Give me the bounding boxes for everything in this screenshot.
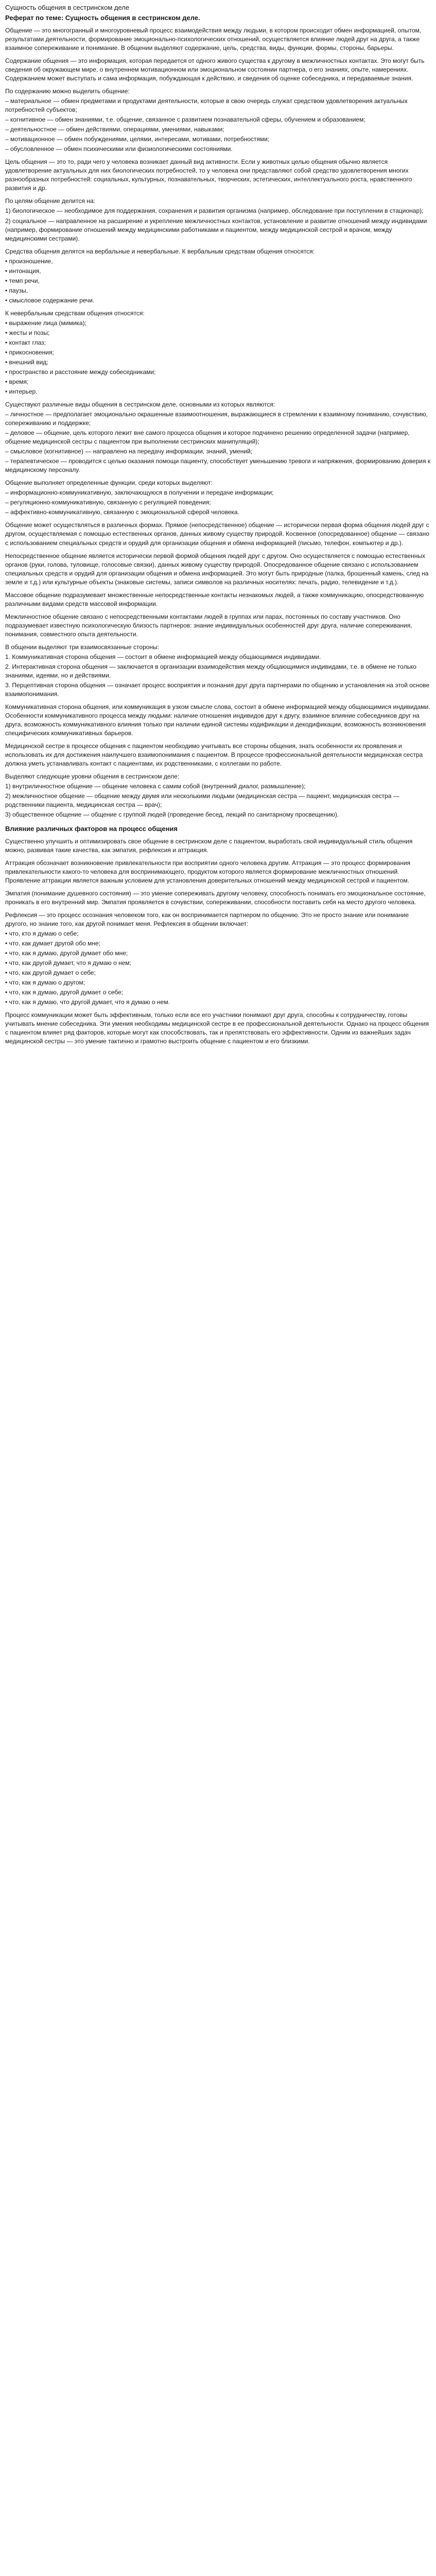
barriers-heading: Влияние различных факторов на процесс общения — [5, 825, 178, 833]
nonverbal-list — [5, 319, 431, 396]
direct-paragraph: Непосредственное общение является исторически первой формой общения людей друг с другом. Оно осуществляется с помощью естественных органов (руки, голова, туловище, голосовые связки), данных живому существу природой. Опосредованное общение связано с использованием специальных средств и орудий для организации общения и обмена информацией. Это могут быть природные (палка, брошенный камень, след на земле и т.д.) или культурные объекты (знаковые системы, записи символов на различных носителях: печать, радио, телевидение и т.д.). — [5, 552, 429, 586]
functions-list — [5, 488, 431, 517]
mass-paragraph: Массовое общение подразумевает множественные непосредственные контакты незнакомых людей, а также коммуникацию, опосредствованную различными видами средств массовой информации. — [5, 591, 424, 607]
attraction-paragraph: Аттракция обозначает возникновение привлекательности при восприятии одного человека другим. Аттракция — это процесс формирования привлекательности какого-то человека для воспринимающего, продуктом которого является формирование межличностных отношений. Проявление аттракции является важным условием для установления доверительных отношений между медицинской сестрой и пациентом. — [5, 859, 411, 884]
levels-intro: Выделяют следующие уровни общения в сестринском деле: — [5, 773, 180, 781]
list-item: • время; — [5, 378, 29, 385]
list-item: – аффективно-коммуникативную, связанную с эмоциональной сферой человека. — [5, 509, 239, 516]
list-item: – мотивационное — обмен побуждениями, целями, интересами, мотивами, потребностями; — [5, 135, 270, 143]
list-item: • что, как другой думает, что я думаю о нем; — [5, 959, 131, 967]
list-item: – деловое — общение, цель которого лежит вне самого процесса общения и которое подчинено решению определенной задачи (например, общение медицинской сестры с пациентом при выполнении сестринских манипуляций); — [5, 429, 410, 446]
content-paragraph: Содержание общения — это информация, которая передается от одного живого существа к другому в межличностных контактах. Это могут быть сведения об окружающем мире, о внутреннем мотивационном или эмоциональном состоянии партнера, о его знаниях, опыте, намерениях. Содержанием может выступать и сама информация, побуждающая к действию, и сведения об оценке собеседника, и передаваемые знания. — [5, 57, 425, 82]
nonverbal-intro: К невербальным средствам общения относятся: — [5, 309, 145, 317]
goals-list — [5, 207, 431, 243]
goal-intro: По содержанию можно выделить общение: — [5, 88, 130, 95]
list-item: 2. Интерактивная сторона общения — заключается в организации взаимодействия между общающимися индивидами, т.е. в обмене не только знаниями, идеями, но и действиями. — [5, 663, 416, 679]
levels-list — [5, 782, 431, 819]
list-item: • произношение, — [5, 257, 53, 265]
list-item: • контакт глаз; — [5, 338, 46, 346]
types-intro: Существуют различные виды общения в сестринском деле, основными из которых являются: — [5, 401, 275, 409]
list-item: 2) межличностное общение — общение между двумя или несколькими людьми (медицинская сестра — пациент, медицинская сестра — родственники пациента, медицинская сестра — врач); — [5, 792, 399, 809]
list-item: • жесты и позы; — [5, 329, 50, 336]
list-item: • что, как я думаю, другой думает обо мне; — [5, 950, 128, 957]
list-item: • смысловое содержание речи. — [5, 296, 95, 304]
document-page — [0, 0, 436, 1056]
reflection-list — [5, 929, 431, 1007]
interpersonal-paragraph: Межличностное общение связано с непосредственными контактами людей в группах или парах, постоянных по составу участников. Оно подразумевает известную психологическую близость партнеров: знание индивидуальных особенностей друг друга, наличие сопереживания, понимания, совместного опыта деятельности. — [5, 613, 412, 638]
forms-paragraph: Общение может осуществляться в различных формах. Прямое (непосредственное) общение — исторически первая форма общения людей друг с другом, осуществляемая с помощью естественных органов, данных живому существу природой. Косвенное (опосредованное) общение — связано с использованием специальных средств и орудий для организации общения и обмена информацией (письмо, телефон, компьютер и др.). — [5, 521, 429, 547]
barriers-intro: Существенно улучшить и оптимизировать свое общение в сестринском деле с пациентом, выработать свой индивидуальный стиль общения можно, развивая такие качества, как эмпатия, рефлексия и аттракция. — [5, 837, 413, 854]
list-item: • что, как я думаю, что другой думает, что я думаю о нем. — [5, 998, 170, 1006]
list-item: – регуляционно-коммуникативную, связанную с регуляцией поведения; — [5, 499, 211, 506]
list-item: • что, как думает другой обо мне; — [5, 940, 100, 947]
list-item: – когнитивное — обмен знаниями, т.е. общение, связанное с развитием познавательной сферы, обучением и образованием; — [5, 116, 365, 124]
means-intro: Средства общения делятся на вербальные и невербальные. К вербальным средствам общения относятся: — [5, 247, 315, 255]
functions-intro: Общение выполняет определенные функции, среди которых выделяют: — [5, 479, 213, 487]
list-item: • что, как другой думает о себе; — [5, 969, 96, 977]
intro-paragraph: Общение — это многогранный и многоуровневый процесс взаимодействия между людьми, в котором происходит обмен информацией, опытом, результатами деятельности, формирование эмоционально-психологических отношений, осуществляется влияние людей друг на друга, а также взаимное сопереживание и понимание. В общении выделяют содержание, цель, средства, виды, функции, формы, стороны, барьеры. — [5, 26, 422, 52]
document-title: Сущность общения в сестринском деле — [5, 4, 130, 11]
list-item: • что, как я думаю о другом; — [5, 979, 85, 987]
means-list — [5, 257, 431, 305]
list-item: – материальное — обмен предметами и продуктами деятельности, которые в свою очередь служат средством удовлетворения актуальных потребностей субъектов; — [5, 97, 408, 114]
list-item: 2) социальное — направленное на расширение и укрепление межличностных контактов, установление и развитие отношений между индивидами (например, формирование отношений между медицинскими работниками и пациентом, между медицинской сестрой и врачом, между медицинскими сестрами). — [5, 217, 427, 242]
list-item: – терапевтическое — проводится с целью оказания помощи пациенту, способствует уменьшению тревоги и напряжения, формированию доверия к медицинскому персоналу. — [5, 457, 431, 474]
list-item: • пространство и расстояние между собеседниками; — [5, 368, 156, 376]
goal-list — [5, 97, 431, 154]
list-item: • паузы, — [5, 286, 28, 294]
list-item: – информационно-коммуникативную, заключающуюся в получении и передаче информации; — [5, 489, 274, 497]
list-item: • выражение лица (мимика); — [5, 319, 86, 327]
list-item: • прикосновения; — [5, 348, 54, 356]
sides-intro: В общении выделяют три взаимосвязанные стороны: — [5, 643, 160, 651]
list-item: 3. Перцептивная сторона общения — означает процесс восприятия и познания друг друга партнерами по общению и установления на этой основе взаимопонимания. — [5, 681, 430, 698]
list-item: 1) внутриличностное общение — общение человека с самим собой (внутренний диалог, размышление); — [5, 783, 306, 790]
list-item: • интонация, — [5, 267, 41, 275]
communication-paragraph: Коммуникативная сторона общения, или коммуникация в узком смысле слова, состоит в обмене информацией между общающимися индивидами. Особенности коммуникативного процесса между людьми: наличие отношения индивидов друг к другу, взаимное влияние собеседников друг на друга, возможность коммуникативного влияния только при наличии единой системы кодификации и декодификации, возможность возникновения специфических коммуникативных барьеров. — [5, 703, 430, 737]
list-item: 3) общественное общение — общение с группой людей (проведение бесед, лекций по санитарному просвещению). — [5, 811, 339, 819]
sides-list — [5, 653, 431, 699]
list-item: 1) биологическое — необходимое для поддержания, сохранения и развития организма (например, обследование при поступлении в стационар); — [5, 207, 424, 215]
reflection-intro: Рефлексия — это процесс осознания человеком того, как он воспринимается партнером по общению. Это не просто знание или понимание другого, но знание того, как другой понимает меня. Рефлексия в общении включает: — [5, 911, 409, 928]
list-item: – личностное — предполагает эмоционально окрашенные взаимоотношения, выражающиеся в стремлении к взаимному пониманию, сочувствию, сопереживанию и поддержке; — [5, 411, 428, 427]
list-item: – деятельностное — обмен действиями, операциями, умениями, навыками; — [5, 126, 224, 133]
list-item: • что, кто я думаю о себе; — [5, 930, 79, 938]
list-item: • внешний вид; — [5, 358, 48, 366]
conclusion-paragraph: Процесс коммуникации может быть эффективным, только если все его участники понимают друг друга, способны к сотрудничеству, готовы учитывать мнение собеседника. Эти умения необходимы медицинской сестре в ее профессиональной деятельности. Однако на процесс общения с пациентом влияет ряд факторов, которые могут как способствовать, так и препятствовать его эффективности. Одним из важнейших задач медицинской сестры — это умение тактично и грамотно выстроить общение с пациентом и его близкими. — [5, 1011, 429, 1045]
nurse-paragraph: Медицинской сестре в процессе общения с пациентом необходимо учитывать все стороны общения, знать особенности их проявления и использовать их для достижения наилучшего взаимопонимания с пациентом. В процессе профессиональной деятельности медицинская сестра должна уметь устанавливать контакт с пациентами, их родственниками, с коллегами по работе. — [5, 742, 423, 768]
list-item: • темп речи, — [5, 277, 40, 284]
list-item: – смысловое (когнитивное) — направлено на передачу информации, знаний, умений; — [5, 448, 253, 455]
list-item: – обусловленное — обмен психическими или физиологическими состояниями. — [5, 145, 233, 153]
types-list — [5, 410, 431, 474]
goals-list-intro: По целям общение делится на: — [5, 197, 95, 205]
needs-paragraph: Цель общения — это то, ради чего у человека возникает данный вид активности. Если у животных целью общения обычно является удовлетворение актуальных для них биологических потребностей, то у человека они представляют собой средство удовлетворения многих разнообразных потребностей: социальных, культурных, познавательных, творческих, эстетических, интеллектуального роста, нравственного развития и др. — [5, 158, 412, 192]
list-item: • что, как я думаю, другой думает о себе; — [5, 989, 124, 996]
empathy-paragraph: Эмпатия (понимание душевного состояния) — это умение сопереживать другому человеку, способность понимать его эмоциональное состояние, проникать в его внутренний мир. Эмпатия проявляется в сочувствии, сопереживании, способности поставить себя на место другого человека. — [5, 889, 426, 906]
document-subtitle: Реферат по теме: Сущность общения в сестринском деле. — [5, 14, 200, 22]
list-item: • интерьер. — [5, 388, 38, 396]
list-item: 1. Коммуникативная сторона общения — состоит в обмене информацией между общающимися индивидами. — [5, 653, 321, 660]
